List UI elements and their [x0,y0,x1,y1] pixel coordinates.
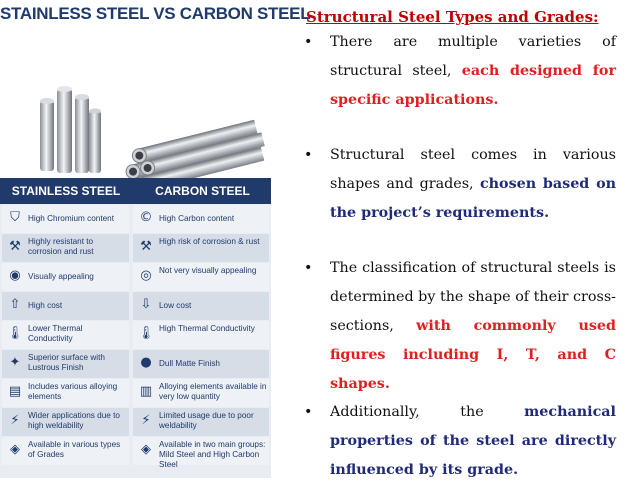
table-row [0,204,271,233]
carbon-property: Alloying elements available in very low quantity [159,382,267,401]
layers-icon: ◈ [10,442,20,457]
bullet-text: The classification of structural steels is determined by the shape of their cross-sections, [330,260,616,334]
column-header-stainless: STAINLESS STEEL [11,184,121,198]
bullet-text: Additionally, the [330,404,525,420]
slide-content [304,0,616,478]
welding-icon: ⚡ [10,413,20,428]
bullet-item [304,141,616,228]
table-row [0,320,271,349]
comparison-table [0,178,271,478]
table-row [0,407,271,436]
stainless-property: Available in various types of Grades [28,440,121,459]
bullet-item [304,28,616,115]
layers-icon: ◈ [141,442,151,457]
slide-heading: Structural Steel Types and Grades: [306,8,599,26]
welding-icon: ⚡ [141,413,151,428]
carbon-property: Available in two main groups: Mild Steel and High Carbon Steel [159,440,266,469]
carbon-property: High Thermal Conductivity [159,324,255,333]
hammer-icon: ⚒ [140,239,152,254]
carbon-property: Limited usage due to poor weldability [159,411,254,430]
infographic-banner [0,0,311,40]
stainless-property: Wider applications due to high weldability [28,411,120,430]
steel-bars-illustration [37,83,107,178]
carbon-property: Not very visually appealing [159,266,257,275]
table-row [0,262,271,291]
sparkle-icon: ✦ [9,355,21,370]
table-row [0,436,271,469]
bullet-dot: • [304,404,313,420]
bullet-emphasis: chosen based on the project’s requirements. [330,176,616,221]
bullet-item [304,254,616,399]
eye-icon: ◎ [140,268,152,283]
carbon-property: Low cost [159,301,192,310]
table-row [0,233,271,262]
thermometer-icon: 🌡 [137,326,155,341]
bullet-emphasis: each designed for specific applications. [330,63,616,108]
thermometer-icon: 🌡 [6,326,24,341]
percent-up-icon: ⇧ [9,297,21,312]
copyright-c-icon: © [139,210,153,225]
comparison-table-header [0,178,271,204]
infographic-title: STAINLESS STEEL VS CARBON STEEL [0,4,311,23]
table-row [0,291,271,320]
books-icon: ▥ [139,384,153,399]
stainless-property: Lower Thermal Conductivity [28,324,83,343]
books-icon: ▤ [8,384,22,399]
stainless-property: High cost [28,301,63,310]
carbon-property: High risk of corrosion & rust [159,237,260,246]
table-row [0,349,271,378]
bullet-emphasis: mechanical properties of the steel are directly influenced by its grade. [330,404,616,478]
carbon-property: Dull Matte Finish [159,359,220,368]
table-row [0,378,271,407]
stainless-property: Superior surface with Lustrous Finish [28,353,105,372]
bullet-dot: • [304,34,313,50]
carbon-property: High Carbon content [159,214,235,223]
stainless-property: Visually appealing [28,272,94,281]
stainless-property: High Chromium content [28,214,115,223]
column-header-carbon: CARBON STEEL [155,184,250,198]
comparison-infographic [0,0,311,478]
steel-photo [0,35,271,178]
bullet-item [304,398,616,485]
percent-down-icon: ⇩ [140,297,152,312]
bullet-text: Structural steel comes in various shapes and grades, [330,147,616,192]
hammer-icon: ⚒ [9,239,21,254]
bullet-dot: • [304,147,313,163]
circle-icon: ● [140,355,152,370]
bullet-text: There are multiple varieties of structural steel, [330,34,616,79]
eye-icon: ◉ [9,268,21,283]
stainless-property: Highly resistant to corrosion and rust [28,237,94,256]
stainless-property: Includes various alloying elements [28,382,118,401]
bullet-dot: • [304,260,313,276]
bullet-emphasis: with commonly used figures including I, T, and C shapes. [330,318,616,392]
shield-icon: ⛉ [10,210,20,225]
